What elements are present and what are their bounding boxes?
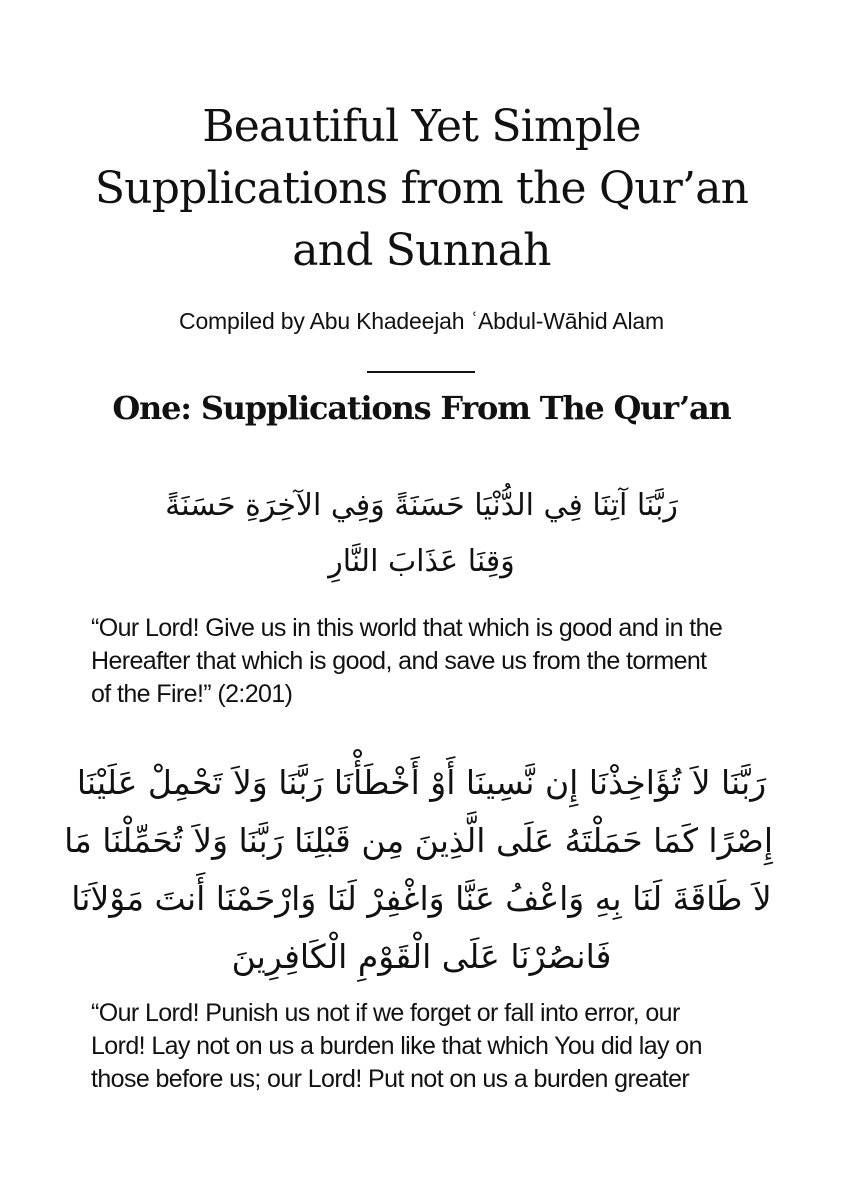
translation-line: of the Fire!” (2:201) — [91, 680, 293, 708]
translation-line: Lord! Lay not on us a burden like that which You did lay on — [91, 1032, 702, 1060]
arabic-line: لاَ طَاقَةَ لَنَا بِهِ وَاعْفُ عَنَّا وَاغْفِرْ لَنَا وَارْحَمْنَا أَنتَ مَوْلاَنَا — [71, 879, 772, 918]
arabic-line: فَانصُرْنَا عَلَى الْقَوْمِ الْكَافِرِينَ — [231, 937, 612, 976]
translation-line: Hereafter that which is good, and save us from the torment — [91, 647, 707, 675]
arabic-line: إِصْرًا كَمَا حَمَلْتَهُ عَلَى الَّذِينَ مِن قَبْلِنَا رَبَّنَا وَلاَ تُحَمِّلْنَا مَا — [64, 821, 773, 860]
compiler-byline: Compiled by Abu Khadeejah ʿAbdul-Wāhid Alam — [179, 308, 664, 334]
section-heading: One: Supplications From The Qur’an — [112, 389, 731, 427]
arabic-line: رَبَّنَا آتِنَا فِي الدُّنْيَا حَسَنَةً وَفِي الآخِرَةِ حَسَنَةً — [165, 488, 678, 523]
document-title — [60, 96, 783, 282]
arabic-line: رَبَّنَا لاَ تُؤَاخِذْنَا إِن نَّسِينَا أَوْ أَخْطَأْنَا رَبَّنَا وَلاَ تَحْمِلْ عَلَيْنَا — [76, 763, 767, 802]
arabic-supplication-2 — [64, 754, 773, 986]
title-line: Supplications from the Qur’an — [94, 163, 749, 214]
translation-line: “Our Lord! Punish us not if we forget or fall into error, our — [91, 999, 680, 1027]
translation-line: those before us; our Lord! Put not on us a burden greater — [91, 1065, 690, 1093]
title-line: and Sunnah — [292, 225, 551, 276]
translation-supplication-2 — [91, 997, 771, 1096]
translation-line: “Our Lord! Give us in this world that which is good and in the — [91, 614, 723, 642]
title-line: Beautiful Yet Simple — [202, 101, 641, 152]
translation-supplication-1 — [91, 612, 771, 711]
section-divider — [367, 371, 475, 373]
arabic-line: وَقِنَا عَذَابَ النَّارِ — [328, 544, 515, 579]
arabic-supplication-1 — [110, 478, 733, 590]
